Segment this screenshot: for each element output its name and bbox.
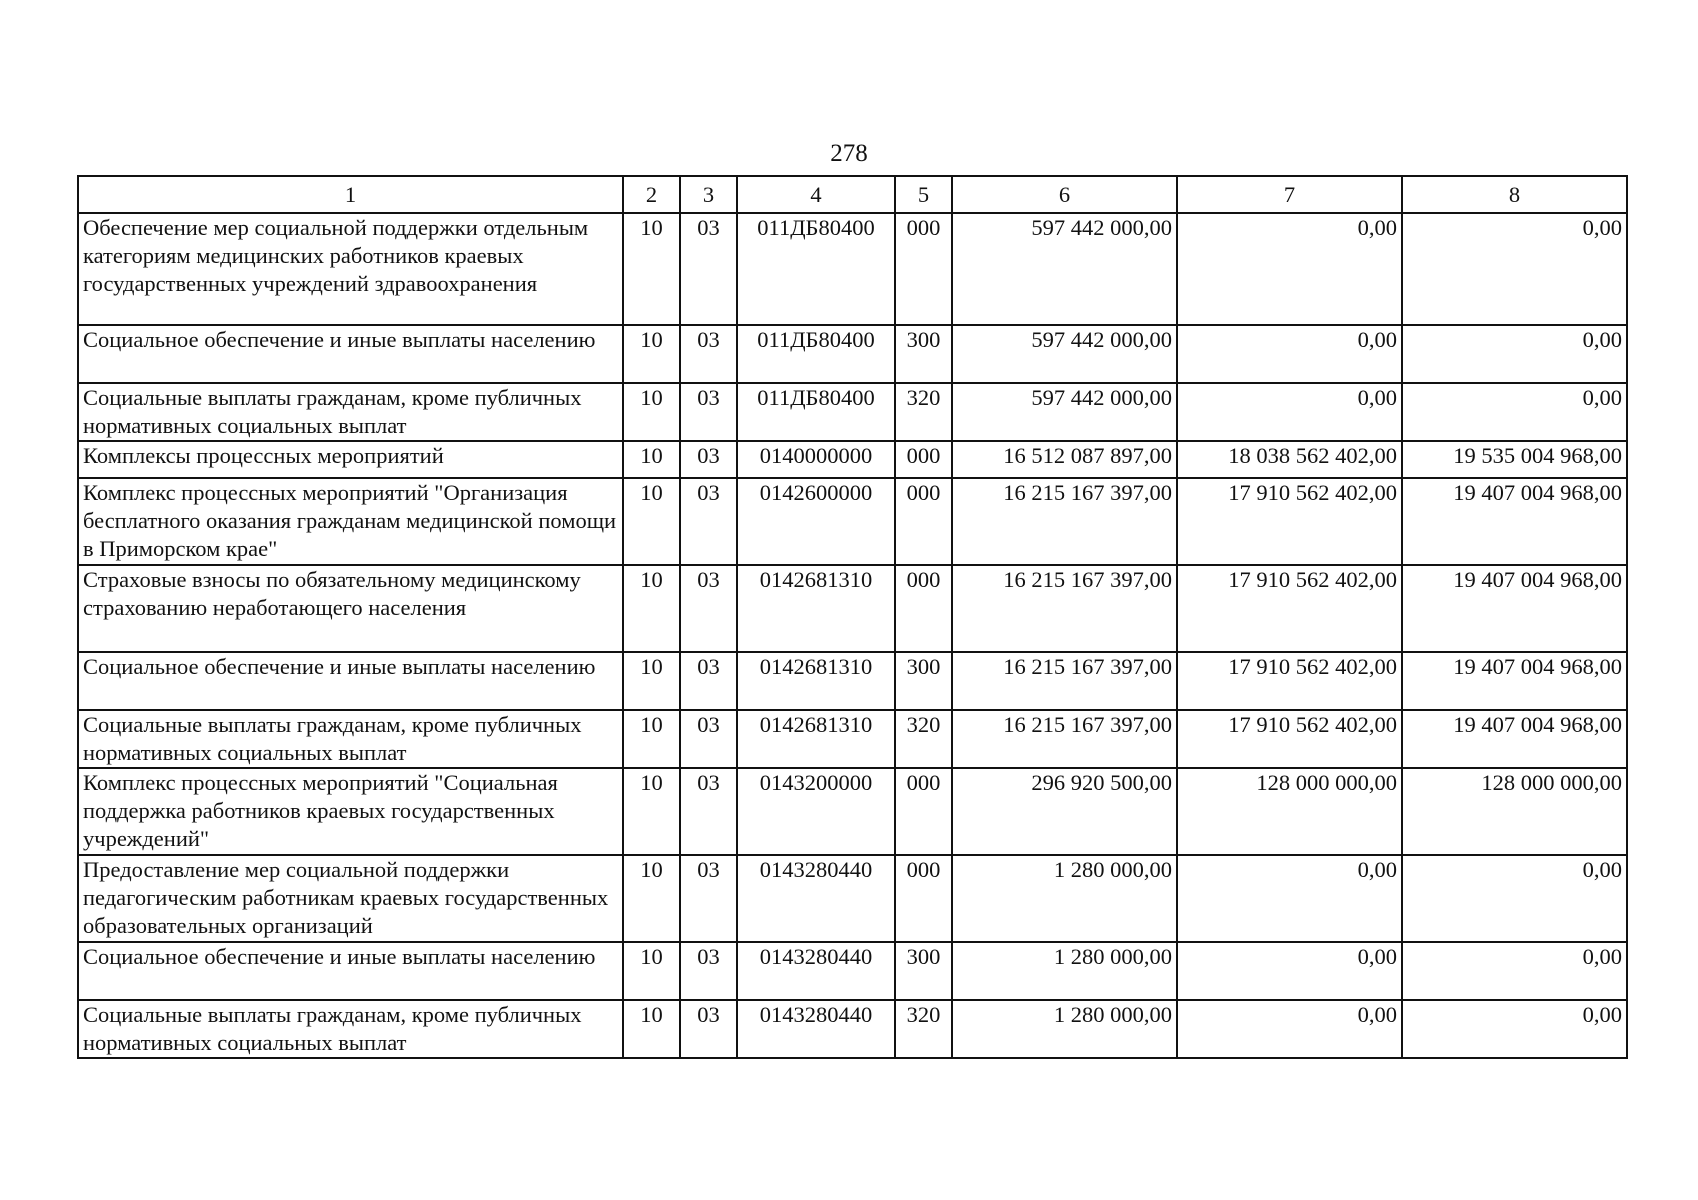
table-body	[78, 213, 1627, 1058]
row-amount-7: 0,00	[1177, 855, 1402, 942]
row-expense-type: 320	[895, 1000, 952, 1058]
table-row	[78, 441, 1627, 478]
row-amount-7: 0,00	[1177, 1000, 1402, 1058]
row-section: 10	[623, 565, 680, 652]
row-target-code: 0142681310	[737, 652, 895, 710]
row-amount-7: 0,00	[1177, 383, 1402, 441]
table-row	[78, 213, 1627, 325]
row-target-code: 0140000000	[737, 441, 895, 478]
row-section: 10	[623, 383, 680, 441]
row-amount-8: 0,00	[1402, 213, 1627, 325]
row-subsection: 03	[680, 652, 737, 710]
table-row	[78, 565, 1627, 652]
row-section: 10	[623, 710, 680, 768]
row-amount-8: 19 407 004 968,00	[1402, 565, 1627, 652]
row-amount-6: 16 215 167 397,00	[952, 478, 1177, 565]
table-row	[78, 652, 1627, 710]
row-name: Социальное обеспечение и иные выплаты населению	[78, 652, 623, 710]
row-section: 10	[623, 1000, 680, 1058]
row-name: Комплекс процессных мероприятий "Социальная поддержка работников краевых государственных учреждений"	[78, 768, 623, 855]
row-amount-7: 0,00	[1177, 213, 1402, 325]
row-target-code: 0142681310	[737, 710, 895, 768]
row-name: Социальные выплаты гражданам, кроме публичных нормативных социальных выплат	[78, 1000, 623, 1058]
row-expense-type: 000	[895, 768, 952, 855]
row-target-code: 0142600000	[737, 478, 895, 565]
row-amount-6: 16 215 167 397,00	[952, 710, 1177, 768]
row-amount-6: 597 442 000,00	[952, 213, 1177, 325]
row-section: 10	[623, 652, 680, 710]
table-row	[78, 855, 1627, 942]
header-col-7: 7	[1177, 176, 1402, 213]
row-subsection: 03	[680, 565, 737, 652]
row-target-code: 0143280440	[737, 855, 895, 942]
row-expense-type: 300	[895, 942, 952, 1000]
row-name: Социальное обеспечение и иные выплаты населению	[78, 942, 623, 1000]
row-amount-6: 1 280 000,00	[952, 855, 1177, 942]
row-amount-7: 17 910 562 402,00	[1177, 710, 1402, 768]
row-amount-6: 16 512 087 897,00	[952, 441, 1177, 478]
row-target-code: 011ДБ80400	[737, 383, 895, 441]
row-target-code: 0143280440	[737, 942, 895, 1000]
row-name: Комплекс процессных мероприятий "Организация бесплатного оказания гражданам медицинской помощи в Приморском крае"	[78, 478, 623, 565]
row-amount-6: 16 215 167 397,00	[952, 652, 1177, 710]
table-header	[78, 176, 1627, 213]
row-subsection: 03	[680, 768, 737, 855]
row-amount-6: 597 442 000,00	[952, 325, 1177, 383]
row-amount-7: 128 000 000,00	[1177, 768, 1402, 855]
row-section: 10	[623, 325, 680, 383]
row-subsection: 03	[680, 942, 737, 1000]
table-row	[78, 768, 1627, 855]
row-amount-7: 0,00	[1177, 325, 1402, 383]
row-name: Обеспечение мер социальной поддержки отдельным категориям медицинских работников краевых государственных учреждений здравоохранения	[78, 213, 623, 325]
row-amount-8: 19 535 004 968,00	[1402, 441, 1627, 478]
page-number: 278	[830, 140, 868, 167]
row-section: 10	[623, 942, 680, 1000]
row-section: 10	[623, 855, 680, 942]
row-expense-type: 000	[895, 441, 952, 478]
row-amount-6: 1 280 000,00	[952, 1000, 1177, 1058]
row-subsection: 03	[680, 213, 737, 325]
row-subsection: 03	[680, 855, 737, 942]
header-col-1: 1	[78, 176, 623, 213]
table-row	[78, 478, 1627, 565]
row-amount-7: 0,00	[1177, 942, 1402, 1000]
row-expense-type: 000	[895, 478, 952, 565]
row-target-code: 011ДБ80400	[737, 213, 895, 325]
row-amount-8: 0,00	[1402, 383, 1627, 441]
row-amount-7: 17 910 562 402,00	[1177, 652, 1402, 710]
row-amount-8: 19 407 004 968,00	[1402, 478, 1627, 565]
row-name: Социальные выплаты гражданам, кроме публичных нормативных социальных выплат	[78, 383, 623, 441]
budget-table	[77, 175, 1628, 1059]
row-subsection: 03	[680, 325, 737, 383]
row-name: Предоставление мер социальной поддержки педагогическим работникам краевых государственных образовательных организаций	[78, 855, 623, 942]
row-section: 10	[623, 478, 680, 565]
row-amount-8: 0,00	[1402, 1000, 1627, 1058]
row-expense-type: 000	[895, 565, 952, 652]
row-amount-8: 0,00	[1402, 325, 1627, 383]
header-row	[78, 176, 1627, 213]
row-subsection: 03	[680, 383, 737, 441]
row-amount-8: 128 000 000,00	[1402, 768, 1627, 855]
row-amount-8: 19 407 004 968,00	[1402, 652, 1627, 710]
table-row	[78, 325, 1627, 383]
row-amount-6: 1 280 000,00	[952, 942, 1177, 1000]
table-row	[78, 942, 1627, 1000]
row-target-code: 0143280440	[737, 1000, 895, 1058]
row-amount-7: 18 038 562 402,00	[1177, 441, 1402, 478]
row-subsection: 03	[680, 1000, 737, 1058]
row-expense-type: 000	[895, 855, 952, 942]
row-subsection: 03	[680, 478, 737, 565]
table-row	[78, 1000, 1627, 1058]
row-expense-type: 320	[895, 710, 952, 768]
row-amount-7: 17 910 562 402,00	[1177, 478, 1402, 565]
row-section: 10	[623, 768, 680, 855]
row-name: Социальное обеспечение и иные выплаты населению	[78, 325, 623, 383]
row-expense-type: 000	[895, 213, 952, 325]
table-row	[78, 710, 1627, 768]
row-name: Социальные выплаты гражданам, кроме публичных нормативных социальных выплат	[78, 710, 623, 768]
table-row	[78, 383, 1627, 441]
row-expense-type: 300	[895, 325, 952, 383]
row-expense-type: 300	[895, 652, 952, 710]
row-target-code: 0142681310	[737, 565, 895, 652]
header-col-5: 5	[895, 176, 952, 213]
header-col-2: 2	[623, 176, 680, 213]
row-amount-6: 597 442 000,00	[952, 383, 1177, 441]
row-expense-type: 320	[895, 383, 952, 441]
row-target-code: 0143200000	[737, 768, 895, 855]
row-name: Комплексы процессных мероприятий	[78, 441, 623, 478]
row-amount-7: 17 910 562 402,00	[1177, 565, 1402, 652]
row-name: Страховые взносы по обязательному медицинскому страхованию неработающего населения	[78, 565, 623, 652]
row-amount-6: 16 215 167 397,00	[952, 565, 1177, 652]
row-target-code: 011ДБ80400	[737, 325, 895, 383]
row-amount-8: 0,00	[1402, 942, 1627, 1000]
row-section: 10	[623, 213, 680, 325]
header-col-3: 3	[680, 176, 737, 213]
header-col-4: 4	[737, 176, 895, 213]
row-subsection: 03	[680, 710, 737, 768]
header-col-6: 6	[952, 176, 1177, 213]
row-subsection: 03	[680, 441, 737, 478]
row-amount-8: 0,00	[1402, 855, 1627, 942]
row-amount-6: 296 920 500,00	[952, 768, 1177, 855]
row-amount-8: 19 407 004 968,00	[1402, 710, 1627, 768]
row-section: 10	[623, 441, 680, 478]
header-col-8: 8	[1402, 176, 1627, 213]
